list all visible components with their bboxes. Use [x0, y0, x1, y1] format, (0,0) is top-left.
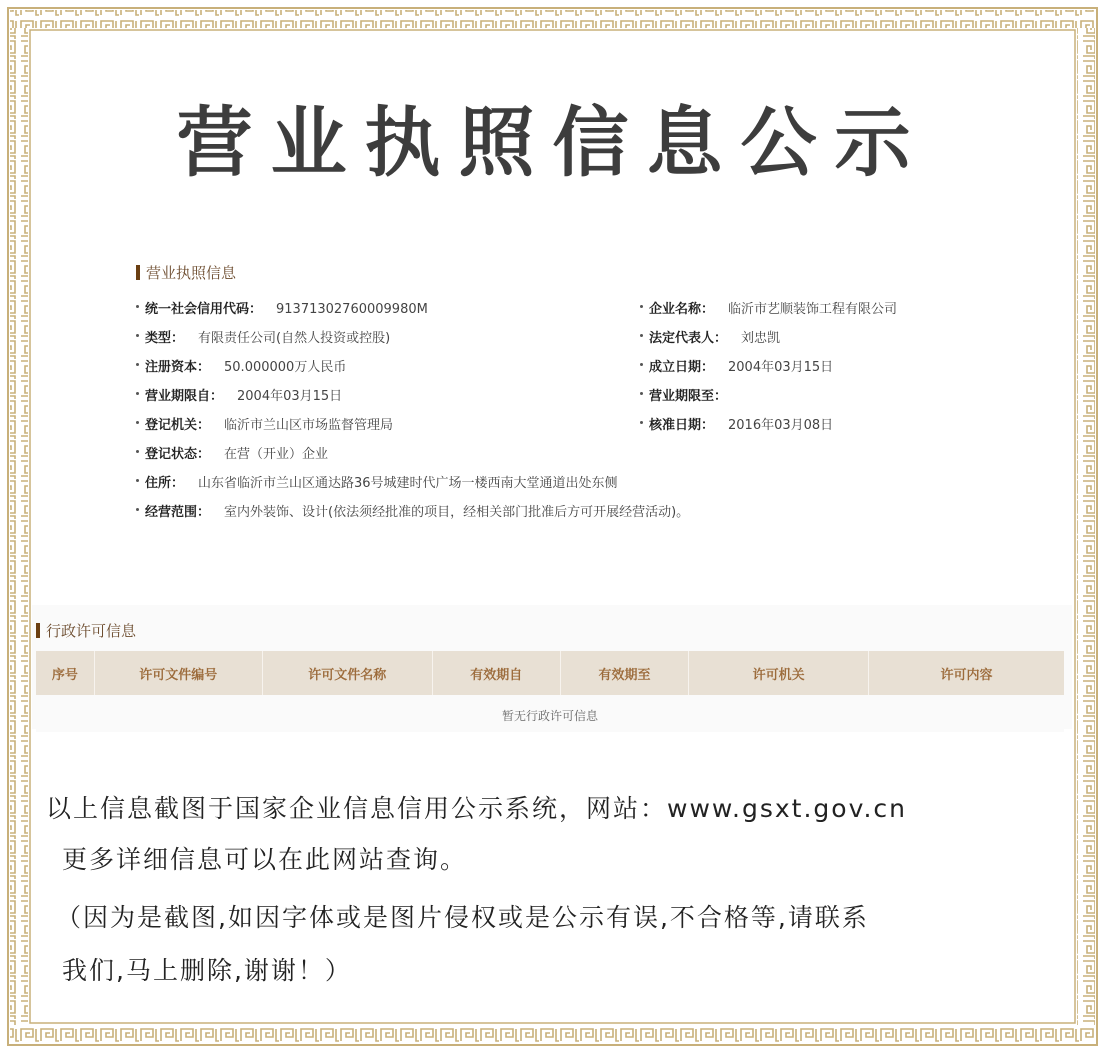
heading-bar	[136, 265, 140, 280]
col-authority: 许可机关	[689, 651, 869, 695]
field-company-name: 企业名称： 临沂市艺顺装饰工程有限公司	[640, 298, 897, 317]
col-content: 许可内容	[869, 651, 1064, 695]
field-credit-code: 统一社会信用代码： 91371302760009980M	[136, 298, 428, 317]
table-row	[36, 695, 1064, 732]
field-business-scope: 经营范围： 室内外装饰、设计(依法须经批准的项目，经相关部门批准后方可开展经营活动)。	[136, 501, 689, 520]
note-line-3: （因为是截图,如因字体或是图片侵权或是公示有误,不合格等,请联系	[56, 903, 869, 932]
license-section-heading	[136, 262, 236, 283]
permit-section-heading	[36, 620, 136, 641]
page-title: 营业执照信息公示	[176, 98, 929, 187]
field-registration-authority: 登记机关： 临沂市兰山区市场监督管理局	[136, 414, 393, 433]
field-term-to: 营业期限至：	[640, 385, 741, 404]
permit-section-title: 行政许可信息	[46, 622, 137, 640]
col-doc-name: 许可文件名称	[262, 651, 432, 695]
col-index: 序号	[36, 651, 94, 695]
col-valid-to: 有效期至	[560, 651, 688, 695]
col-doc-number: 许可文件编号	[94, 651, 262, 695]
field-registered-capital: 注册资本： 50.000000万人民币	[136, 356, 346, 375]
heading-bar	[36, 623, 40, 638]
field-registration-status: 登记状态： 在营（开业）企业	[136, 443, 328, 462]
field-established-date: 成立日期： 2004年03月15日	[640, 356, 833, 375]
empty-table-message: 暂无行政许可信息	[36, 695, 1064, 732]
col-valid-from: 有效期自	[432, 651, 560, 695]
permit-table	[36, 651, 1064, 732]
field-term-from: 营业期限自： 2004年03月15日	[136, 385, 342, 404]
field-address: 住所： 山东省临沂市兰山区通达路36号城建时代广场一楼西南大堂通道出处东侧	[136, 472, 618, 491]
license-section-title: 营业执照信息	[146, 264, 237, 282]
note-line-1: 以上信息截图于国家企业信息信用公示系统，网站：www.gsxt.gov.cn	[46, 794, 907, 823]
note-line-4: 我们,马上删除,谢谢！）	[62, 956, 352, 985]
field-approval-date: 核准日期： 2016年03月08日	[640, 414, 833, 433]
note-line-2: 更多详细信息可以在此网站查询。	[62, 845, 468, 874]
field-type: 类型： 有限责任公司(自然人投资或控股)	[136, 327, 390, 346]
field-legal-rep: 法定代表人： 刘忠凯	[640, 327, 780, 346]
permit-table-header	[36, 651, 1064, 695]
